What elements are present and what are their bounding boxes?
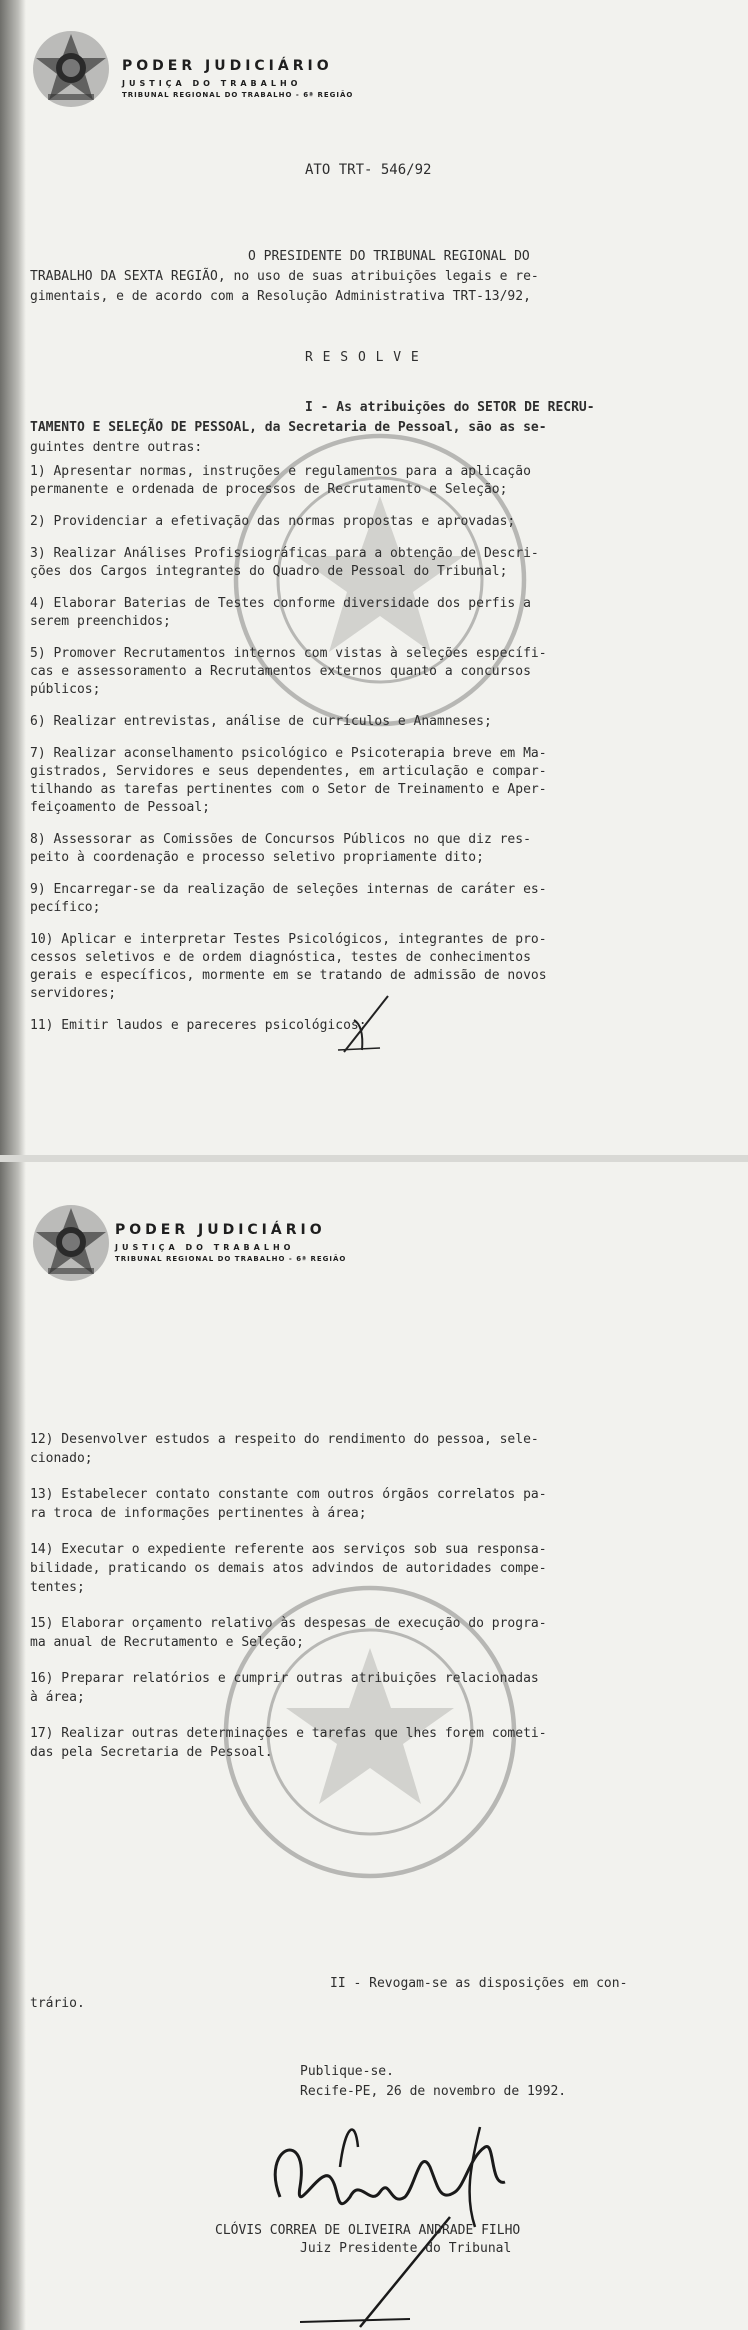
resolve-heading: R E S O L V E xyxy=(305,350,420,365)
publish-notice: Publique-se. xyxy=(300,2064,394,2079)
letterhead-subtitle: JUSTIÇA DO TRABALHO xyxy=(115,1243,295,1252)
list-item-line: 9) Encarregar-se da realização de seleções internas de caráter es- xyxy=(30,882,547,897)
initials-mark xyxy=(336,990,396,1064)
article-1-line-3: guintes dentre outras: xyxy=(30,440,203,455)
preamble-line-1: O PRESIDENTE DO TRIBUNAL REGIONAL DO xyxy=(248,249,530,264)
list-item-line: ções dos Cargos integrantes do Quadro de Pessoal do Tribunal; xyxy=(30,564,508,579)
list-item-line: tentes; xyxy=(30,1580,85,1595)
page-spine-shadow xyxy=(0,0,26,1155)
list-item-line: 8) Assessorar as Comissões de Concursos Públicos no que diz res- xyxy=(30,832,531,847)
list-item-line: 5) Promover Recrutamentos internos com vistas à seleções específi- xyxy=(30,646,547,661)
list-item-line: 3) Realizar Análises Profissiográficas para a obtenção de Descri- xyxy=(30,546,539,561)
list-item-line: 12) Desenvolver estudos a respeito do rendimento do pessoa, sele- xyxy=(30,1432,539,1447)
preamble-line-3: gimentais, e de acordo com a Resolução Administrativa TRT-13/92, xyxy=(30,289,531,304)
list-item-line: 15) Elaborar orçamento relativo às despesas de execução do progra- xyxy=(30,1616,547,1631)
letterhead-title: PODER JUDICIÁRIO xyxy=(115,1222,326,1238)
list-item-line: gerais e específicos, mormente em se tratando de admissão de novos xyxy=(30,968,547,983)
coat-of-arms-seal xyxy=(30,1202,112,1284)
document-page-1 xyxy=(0,0,748,1155)
list-item-line: 17) Realizar outras determinações e tarefas que lhes forem cometi- xyxy=(30,1726,547,1741)
article-1-line-2: TAMENTO E SELEÇÃO DE PESSOAL, da Secretaria de Pessoal, são as se- xyxy=(30,420,547,435)
letterhead-subtitle: JUSTIÇA DO TRABALHO xyxy=(122,79,302,88)
list-item-line: 11) Emitir laudos e pareceres psicológicos; xyxy=(30,1018,367,1033)
list-item-line: permanente e ordenada de processos de Recrutamento e Seleção; xyxy=(30,482,508,497)
act-number: ATO TRT- 546/92 xyxy=(305,162,432,178)
list-item-line: 1) Apresentar normas, instruções e regulamentos para a aplicação xyxy=(30,464,531,479)
signer-name: CLÓVIS CORREA DE OLIVEIRA ANDRADE FILHO xyxy=(215,2223,521,2238)
list-item-line: 4) Elaborar Baterias de Testes conforme diversidade dos perfis a xyxy=(30,596,531,611)
list-item-line: gistrados, Servidores e seus dependentes, em articulação e compar- xyxy=(30,764,547,779)
preamble-line-2: TRABALHO DA SEXTA REGIÃO, no uso de suas atribuições legais e re- xyxy=(30,269,539,284)
list-item-line: feiçoamento de Pessoal; xyxy=(30,800,211,815)
list-item-line: ra troca de informações pertinentes à área; xyxy=(30,1506,367,1521)
handwritten-signature xyxy=(240,2107,540,2330)
list-item-line: 2) Providenciar a efetivação das normas propostas e aprovadas; xyxy=(30,514,516,529)
list-item-line: ma anual de Recrutamento e Seleção; xyxy=(30,1635,304,1650)
list-item-line: públicos; xyxy=(30,682,101,697)
article-2-line-2: trário. xyxy=(30,1996,85,2011)
letterhead xyxy=(122,58,353,99)
signer-role: Juiz Presidente do Tribunal xyxy=(300,2241,512,2256)
list-item-line: 6) Realizar entrevistas, análise de currículos e Anamneses; xyxy=(30,714,492,729)
letterhead-title: PODER JUDICIÁRIO xyxy=(122,58,333,74)
list-item-line: 13) Estabelecer contato constante com outros órgãos correlatos pa- xyxy=(30,1487,547,1502)
document-page-2 xyxy=(0,1162,748,2330)
list-item-line: pecífico; xyxy=(30,900,101,915)
list-item-line: 7) Realizar aconselhamento psicológico e Psicoterapia breve em Ma- xyxy=(30,746,547,761)
page-spine-shadow xyxy=(0,1162,26,2330)
list-item-line: servidores; xyxy=(30,986,117,1001)
list-item-line: 14) Executar o expediente referente aos serviços sob sua responsa- xyxy=(30,1542,547,1557)
letterhead-region: TRIBUNAL REGIONAL DO TRABALHO - 6ª REGIÃO xyxy=(122,91,354,99)
place-and-date: Recife-PE, 26 de novembro de 1992. xyxy=(300,2084,567,2099)
article-2-line-1: II - Revogam-se as disposições em con- xyxy=(330,1976,628,1991)
letterhead-region: TRIBUNAL REGIONAL DO TRABALHO - 6ª REGIÃO xyxy=(115,1255,347,1263)
letterhead xyxy=(115,1222,346,1263)
coat-of-arms-seal xyxy=(30,28,112,110)
list-item-line: bilidade, praticando os demais atos advindos de autoridades compe- xyxy=(30,1561,547,1576)
list-item-line: 16) Preparar relatórios e cumprir outras atribuições relacionadas xyxy=(30,1671,539,1686)
list-item-line: cas e assessoramento a Recrutamentos externos quanto a concursos xyxy=(30,664,531,679)
list-item-line: à área; xyxy=(30,1690,85,1705)
list-item-line: cionado; xyxy=(30,1451,93,1466)
list-item-line: serem preenchidos; xyxy=(30,614,171,629)
list-item-line: peito à coordenação e processo seletivo propriamente dito; xyxy=(30,850,484,865)
list-item-line: das pela Secretaria de Pessoal. xyxy=(30,1745,273,1760)
article-1-line-1: I - As atribuições do SETOR DE RECRU- xyxy=(305,400,595,415)
list-item-line: tilhando as tarefas pertinentes com o Setor de Treinamento e Aper- xyxy=(30,782,547,797)
list-item-line: cessos seletivos e de ordem diagnóstica, testes de conhecimentos xyxy=(30,950,531,965)
list-item-line: 10) Aplicar e interpretar Testes Psicológicos, integrantes de pro- xyxy=(30,932,547,947)
